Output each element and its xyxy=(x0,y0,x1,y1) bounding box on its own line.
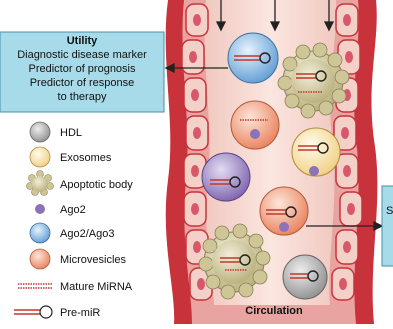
exosome-icon xyxy=(30,147,50,167)
legend-label-ago2-ago3: Ago2/Ago3 xyxy=(60,228,115,240)
microvesicle-icon xyxy=(30,249,50,269)
legend xyxy=(14,122,133,319)
ago2-ago3-icon xyxy=(30,223,50,243)
legend-item-pre-mir xyxy=(14,306,100,319)
legend-item-ago2 xyxy=(35,204,86,216)
utility-title: Utility xyxy=(66,35,98,47)
apoptotic-body-icon xyxy=(27,171,54,196)
legend-item-exosomes xyxy=(30,147,112,167)
legend-item-ago2-ago3 xyxy=(30,223,114,243)
legend-item-apoptotic-body xyxy=(27,171,134,196)
legend-label-ago2: Ago2 xyxy=(60,204,86,216)
legend-item-hdl xyxy=(30,122,82,142)
legend-item-microvesicles xyxy=(30,249,127,269)
right-box-partial xyxy=(382,186,393,266)
utility-line-3: Predictor of response xyxy=(29,77,135,89)
right-box-text: S xyxy=(386,205,393,217)
legend-label-exosomes: Exosomes xyxy=(60,152,112,164)
legend-item-mature-mirna xyxy=(18,281,133,293)
utility-line-1: Diagnostic disease marker xyxy=(17,49,147,61)
utility-line-2: Predictor of prognosis xyxy=(28,63,136,75)
legend-label-microvesicles: Microvesicles xyxy=(60,254,127,266)
legend-label-apoptotic-body: Apoptotic body xyxy=(60,179,133,191)
utility-line-4: to therapy xyxy=(57,91,107,103)
ago2-icon xyxy=(35,204,45,214)
pre-mir-icon xyxy=(14,306,52,318)
legend-label-mature-mirna: Mature MiRNA xyxy=(60,281,133,293)
legend-label-pre-mir: Pre-miR xyxy=(60,307,101,319)
mature-mirna-icon xyxy=(18,284,52,288)
circulation-label: Circulation xyxy=(245,305,303,317)
hdl-icon xyxy=(30,122,50,142)
legend-label-hdl: HDL xyxy=(60,127,83,139)
utility-box xyxy=(0,32,164,112)
